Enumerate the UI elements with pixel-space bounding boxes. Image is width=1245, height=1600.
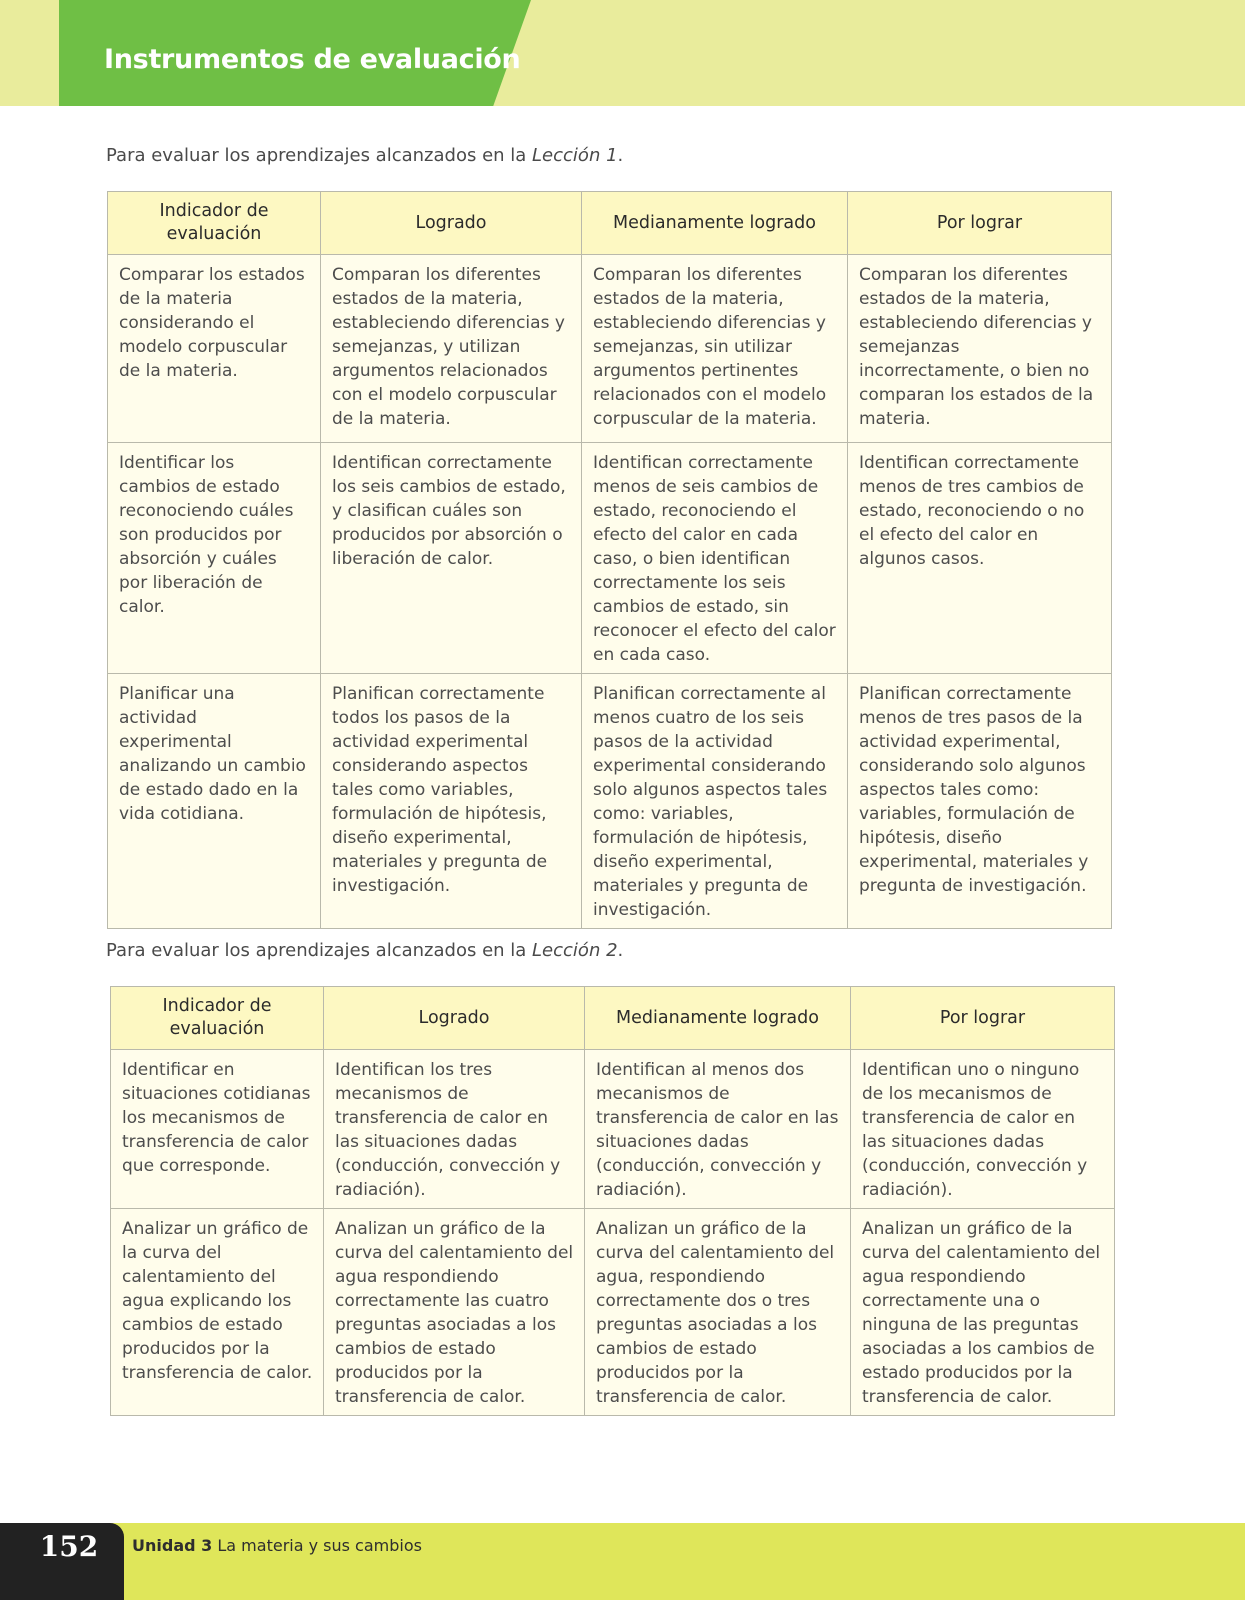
footer-unit [132,1536,422,1555]
cell-medianamente-logrado: Analizan un gráfico de la curva del calentamiento del agua, respondiendo correctamente dos o tres preguntas asociadas a los cambios de estado producidos por la transferencia de calor. [585,1209,851,1416]
page-number: 152 [39,1530,99,1563]
table-header-row [108,192,1112,255]
cell-por-lograr: Planifican correctamente menos de tres pasos de la actividad experimental, considerando solo algunos aspectos tales como: variables, formulación de hipótesis, diseño experimental, materiales y pregunta de investigación. [848,674,1112,929]
cell-logrado: Identifican los tres mecanismos de transferencia de calor en las situaciones dadas (conducción, convección y radiación). [324,1050,585,1209]
lesson1-intro [106,145,623,166]
lesson2-rubric-table [110,986,1115,1416]
cell-logrado: Comparan los diferentes estados de la materia, estableciendo diferencias y semejanzas, y utilizan argumentos relacionados con el modelo corpuscular de la materia. [321,255,582,443]
page-title: Instrumentos de evaluación [104,44,521,75]
lesson2-intro [106,940,623,961]
table-header-row [111,987,1115,1050]
lesson1-rubric-table [107,191,1112,929]
cell-por-lograr: Identifican correctamente menos de tres cambios de estado, reconociendo o no el efecto del calor en algunos casos. [848,443,1112,674]
cell-por-lograr: Identifican uno o ninguno de los mecanismos de transferencia de calor en las situaciones dadas (conducción, convección y radiación). [851,1050,1115,1209]
header-por-lograr: Por lograr [848,192,1112,255]
lesson1-intro-text: Para evaluar los aprendizajes alcanzados en la [106,145,533,166]
header-indicador: Indicador de evaluación [108,192,321,255]
cell-logrado: Planifican correctamente todos los pasos de la actividad experimental considerando aspectos tales como variables, formulación de hipótesis, diseño experimental, materiales y pregunta de investigación. [321,674,582,929]
lesson2-intro-lesson: Lección 2 [532,940,618,961]
table-row [108,255,1112,443]
cell-por-lograr: Comparan los diferentes estados de la materia, estableciendo diferencias y semejanzas incorrectamente, o bien no comparan los estados de la materia. [848,255,1112,443]
lesson2-intro-suffix: . [617,940,624,961]
header-logrado: Logrado [321,192,582,255]
table-row [111,1209,1115,1416]
footer-band [0,1523,1245,1600]
cell-medianamente-logrado: Identifican al menos dos mecanismos de transferencia de calor en las situaciones dadas (conducción, convección y radiación). [585,1050,851,1209]
cell-indicador: Identificar en situaciones cotidianas los mecanismos de transferencia de calor que corresponde. [111,1050,324,1209]
lesson2-intro-text: Para evaluar los aprendizajes alcanzados en la [106,940,533,961]
header-indicador: Indicador de evaluación [111,987,324,1050]
table-row [108,674,1112,929]
cell-medianamente-logrado: Comparan los diferentes estados de la materia, estableciendo diferencias y semejanzas, sin utilizar argumentos pertinentes relacionados con el modelo corpuscular de la materia. [582,255,848,443]
cell-indicador: Comparar los estados de la materia considerando el modelo corpuscular de la materia. [108,255,321,443]
cell-por-lograr: Analizan un gráfico de la curva del calentamiento del agua respondiendo correctamente una o ninguna de las preguntas asociadas a los cambios de estado producidos por la transferencia de calor. [851,1209,1115,1416]
cell-medianamente-logrado: Planifican correctamente al menos cuatro de los seis pasos de la actividad experimental considerando solo algunos aspectos tales como: variables, formulación de hipótesis, diseño experimental, materiales y pregunta de investigación. [582,674,848,929]
cell-logrado: Analizan un gráfico de la curva del calentamiento del agua respondiendo correctamente las cuatro preguntas asociadas a los cambios de estado producidos por la transferencia de calor. [324,1209,585,1416]
lesson1-intro-suffix: . [617,145,624,166]
cell-indicador: Planificar una actividad experimental analizando un cambio de estado dado en la vida cotidiana. [108,674,321,929]
cell-indicador: Identificar los cambios de estado reconociendo cuáles son producidos por absorción y cuáles por liberación de calor. [108,443,321,674]
cell-medianamente-logrado: Identifican correctamente menos de seis cambios de estado, reconociendo el efecto del calor en cada caso, o bien identifican correctamente los seis cambios de estado, sin reconocer el efecto del calor en cada caso. [582,443,848,674]
lesson1-intro-lesson: Lección 1 [532,145,618,166]
table-row [111,1050,1115,1209]
header-medianamente-logrado: Medianamente logrado [582,192,848,255]
cell-logrado: Identifican correctamente los seis cambios de estado, y clasifican cuáles son producidos por absorción o liberación de calor. [321,443,582,674]
table-row [108,443,1112,674]
header-logrado: Logrado [324,987,585,1050]
header-medianamente-logrado: Medianamente logrado [585,987,851,1050]
footer-unit-title: La materia y sus cambios [217,1536,422,1555]
cell-indicador: Analizar un gráfico de la curva del calentamiento del agua explicando los cambios de estado producidos por la transferencia de calor. [111,1209,324,1416]
footer-unit-label: Unidad 3 [132,1536,213,1555]
header-por-lograr: Por lograr [851,987,1115,1050]
